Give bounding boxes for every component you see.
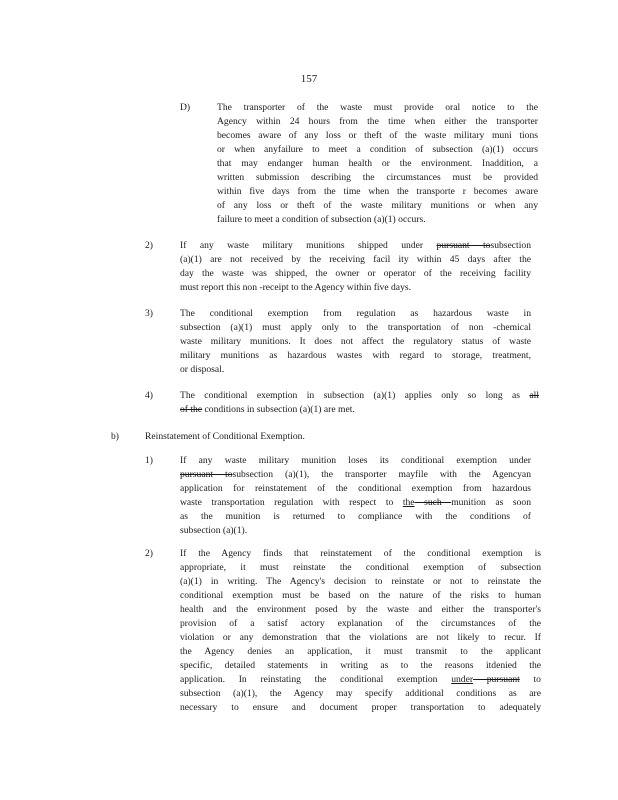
text-line: of any loss or theft of the waste military munitions or when any	[217, 200, 538, 211]
text-line: subsection (a)(1) must apply only to the transportation of non -chemical	[180, 322, 531, 333]
text-line: specific, detailed statements in writing as to the reasons itdenied the	[180, 660, 541, 671]
text-line: application. In reinstating the conditional exemption under pursuant to	[180, 674, 541, 685]
text-line: becomes aware of any loss or theft of the waste military muni tions	[217, 130, 538, 141]
text-line: provision of a satisf actory explanation of the circumstances of the	[180, 618, 541, 629]
paragraph-2	[180, 239, 531, 295]
text-line: The conditional exemption in subsection (a)(1) applies only so long as all	[180, 390, 539, 401]
text-line: the Agency denies an application, it must transmit to the applicant	[180, 646, 541, 657]
text-line: appropriate, it must reinstate the conditional exemption of subsection	[180, 562, 541, 573]
text-line: (a)(1) in writing. The Agency's decision to reinstate or not to reinstate the	[180, 576, 541, 587]
text-line: If the Agency finds that reinstatement of the conditional exemption is	[180, 548, 541, 559]
text-line: subsection (a)(1), the Agency may specify additional conditions as are	[180, 688, 541, 699]
text-line: pursuant tosubsection (a)(1), the transporter mayfile with the Agencyan	[180, 469, 531, 480]
inserted-text: the	[402, 497, 415, 508]
text-line: conditional exemption must be based on the nature of the risks to human	[180, 590, 541, 601]
paragraph-b2	[180, 547, 541, 715]
list-marker: 2)	[145, 548, 153, 559]
text-line: application for reinstatement of the conditional exemption from hazardous	[180, 483, 531, 494]
deleted-text: pursuant to	[436, 240, 491, 251]
text-line: as the munition is returned to compliance with the conditions of	[180, 511, 531, 522]
text-line: or disposal.	[180, 364, 225, 375]
text-line: violation or any demonstration that the violations are not likely to recur. If	[180, 632, 541, 643]
text-line: health and the environment posed by the waste and either the transporter's	[180, 604, 541, 615]
list-marker: 1)	[145, 455, 153, 466]
text-line: If any waste military munitions shipped under pursuant tosubsection	[180, 240, 531, 251]
list-marker: D)	[180, 102, 191, 113]
deleted-text: of the	[180, 404, 203, 415]
text-line: necessary to ensure and document proper transportation to adequately	[180, 702, 541, 713]
list-marker: 2)	[145, 240, 153, 251]
text-line: written submission describing the circumstances must be provided	[217, 172, 538, 183]
deleted-text: pursuant	[473, 674, 520, 685]
deleted-text: all	[529, 390, 539, 401]
text-line: Agency within 24 hours from the time when either the transporter	[217, 116, 538, 127]
page-number: 157	[300, 73, 318, 85]
deleted-text: such	[414, 497, 452, 508]
paragraph-3	[180, 307, 531, 377]
section-heading: Reinstatement of Conditional Exemption.	[145, 431, 305, 442]
inserted-text: under	[451, 674, 474, 685]
paragraph-d	[217, 101, 538, 227]
paragraph-b1	[180, 454, 531, 538]
text-line: (a)(1) are not received by the receiving facil ity within 45 days after the	[180, 254, 531, 265]
text-line: waste military munitions. It does not affect the regulatory status of waste	[180, 336, 531, 347]
text-line: day the waste was shipped, the owner or operator of the receiving facility	[180, 268, 531, 279]
list-marker: 4)	[145, 390, 153, 401]
list-marker: 3)	[145, 308, 153, 319]
text-line: The transporter of the waste must provide oral notice to the	[217, 102, 538, 113]
deleted-text: pursuant to	[180, 469, 233, 480]
text-line: within five days from the time when the transporte r becomes aware	[217, 186, 538, 197]
text-line: of the conditions in subsection (a)(1) are met.	[180, 404, 355, 415]
text-line: subsection (a)(1).	[180, 525, 248, 536]
text-line: failure to meet a condition of subsection (a)(1) occurs.	[217, 214, 426, 225]
text-line: military munitions as hazardous wastes with regard to storage, treatment,	[180, 350, 531, 361]
text-line: that may endanger human health or the environment. Inaddition, a	[217, 158, 538, 169]
text-line: waste transportation regulation with respect to the such munition as soon	[180, 497, 531, 508]
text-line: If any waste military munition loses its conditional exemption under	[180, 455, 531, 466]
text-line: must report this non -receipt to the Agency within five days.	[180, 282, 411, 293]
paragraph-4	[180, 389, 539, 417]
text-line: or when anyfailure to meet a condition of subsection (a)(1) occurs	[217, 144, 538, 155]
section-marker: b)	[111, 431, 119, 442]
text-line: The conditional exemption from regulation as hazardous waste in	[180, 308, 531, 319]
